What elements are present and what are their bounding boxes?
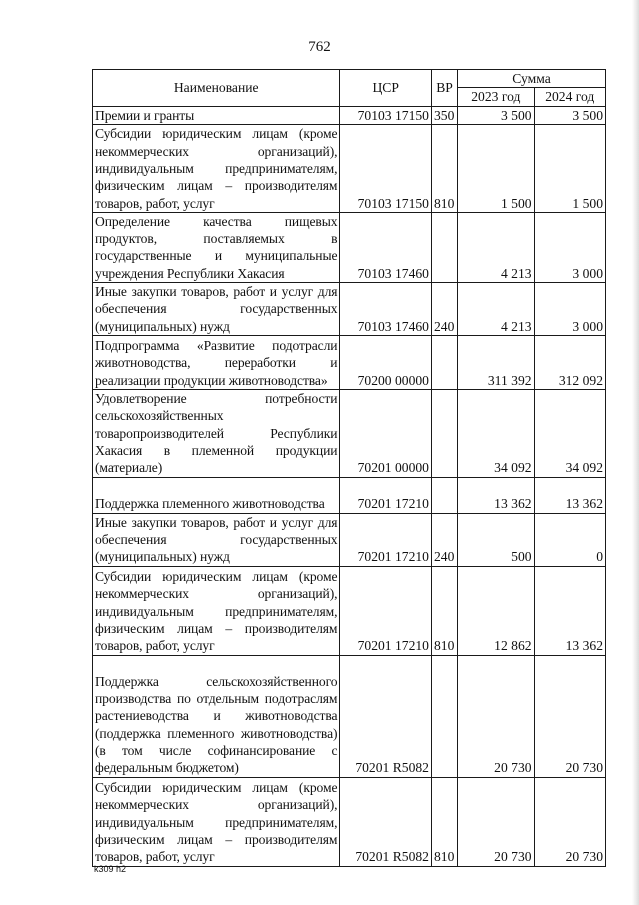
row-name: Поддержка племенного животноводства — [93, 477, 340, 513]
row-csr: 70103 17460 — [340, 212, 432, 282]
footer-code: k309 h2 — [94, 864, 127, 874]
row-name: Определение качества пищевых продуктов, поставляемых в государственные и муниципальные учреждения Республики Хакасия — [93, 212, 340, 282]
row-sum-2023: 1 500 — [458, 124, 534, 212]
table-row — [93, 283, 606, 336]
row-csr: 70201 17210 — [340, 566, 432, 655]
row-vr: 240 — [431, 283, 457, 336]
row-sum-2023: 500 — [458, 513, 534, 566]
table-row — [93, 513, 606, 566]
header-csr: ЦСР — [340, 70, 432, 107]
row-csr: 70201 00000 — [340, 390, 432, 477]
row-sum-2023: 20 730 — [458, 777, 534, 866]
row-name: Субсидии юридическим лицам (кроме некоммерческих организаций), индивидуальным предпринимателям, физическим лицам – производителям товаров, работ, услуг — [93, 777, 340, 866]
row-sum-2023: 13 362 — [458, 477, 534, 513]
row-name: Субсидии юридическим лицам (кроме некоммерческих организаций), индивидуальным предпринимателям, физическим лицам – производителям товаров, работ, услуг — [93, 566, 340, 655]
row-csr: 70201 17210 — [340, 477, 432, 513]
table-row — [93, 477, 606, 513]
row-csr: 70103 17150 — [340, 106, 432, 124]
header-year-2024: 2024 год — [534, 88, 605, 106]
row-vr: 810 — [431, 566, 457, 655]
row-vr: 810 — [431, 777, 457, 866]
row-sum-2024: 3 000 — [534, 283, 605, 336]
row-sum-2023: 4 213 — [458, 283, 534, 336]
table-body — [93, 106, 606, 866]
row-name: Субсидии юридическим лицам (кроме некоммерческих организаций), индивидуальным предпринимателям, физическим лицам – производителям товаров, работ, услуг — [93, 124, 340, 212]
row-name: Поддержка сельскохозяйственного производства по отдельным подотраслям растениеводства и животноводства (поддержка племенного животноводства) (в том числе софинансирование с федеральным бюджетом) — [93, 655, 340, 777]
table-row — [93, 566, 606, 655]
row-sum-2023: 4 213 — [458, 212, 534, 282]
row-sum-2024: 3 500 — [534, 106, 605, 124]
row-name: Иные закупки товаров, работ и услуг для обеспечения государственных (муниципальных) нужд — [93, 283, 340, 336]
row-name: Удовлетворение потребности сельскохозяйственных товаропроизводителей Республики Хакасия в племенной продукции (материале) — [93, 390, 340, 477]
table-row — [93, 212, 606, 282]
row-csr: 70200 00000 — [340, 336, 432, 390]
row-csr: 70103 17460 — [340, 283, 432, 336]
row-csr: 70201 17210 — [340, 513, 432, 566]
table-row — [93, 777, 606, 866]
row-sum-2023: 20 730 — [458, 655, 534, 777]
row-sum-2024: 1 500 — [534, 124, 605, 212]
row-sum-2024: 34 092 — [534, 390, 605, 477]
row-name: Премии и гранты — [93, 106, 340, 124]
row-vr — [431, 477, 457, 513]
row-csr: 70201 R5082 — [340, 777, 432, 866]
row-vr — [431, 212, 457, 282]
row-vr — [431, 390, 457, 477]
row-name: Подпрограмма «Развитие подотрасли животноводства, переработки и реализации продукции животноводства» — [93, 336, 340, 390]
row-vr: 810 — [431, 124, 457, 212]
table-row — [93, 336, 606, 390]
table-row — [93, 655, 606, 777]
row-sum-2024: 20 730 — [534, 655, 605, 777]
row-name: Иные закупки товаров, работ и услуг для обеспечения государственных (муниципальных) нужд — [93, 513, 340, 566]
row-vr: 240 — [431, 513, 457, 566]
header-vr: ВР — [431, 70, 457, 107]
row-sum-2024: 0 — [534, 513, 605, 566]
scan-edge-shadow — [632, 0, 639, 905]
row-csr: 70201 R5082 — [340, 655, 432, 777]
row-sum-2024: 13 362 — [534, 477, 605, 513]
row-sum-2024: 20 730 — [534, 777, 605, 866]
row-sum-2024: 13 362 — [534, 566, 605, 655]
table-row — [93, 390, 606, 477]
table-row — [93, 106, 606, 124]
row-sum-2023: 34 092 — [458, 390, 534, 477]
header-year-2023: 2023 год — [458, 88, 534, 106]
row-vr: 350 — [431, 106, 457, 124]
budget-table — [92, 69, 606, 867]
row-vr — [431, 336, 457, 390]
row-sum-2024: 3 000 — [534, 212, 605, 282]
row-sum-2023: 3 500 — [458, 106, 534, 124]
header-sum: Сумма — [458, 70, 606, 88]
table-row — [93, 124, 606, 212]
table-header — [93, 70, 606, 107]
row-vr — [431, 655, 457, 777]
row-sum-2024: 312 092 — [534, 336, 605, 390]
row-sum-2023: 12 862 — [458, 566, 534, 655]
row-csr: 70103 17150 — [340, 124, 432, 212]
header-name: Наименование — [93, 70, 340, 107]
page-number: 762 — [308, 39, 331, 55]
row-sum-2023: 311 392 — [458, 336, 534, 390]
